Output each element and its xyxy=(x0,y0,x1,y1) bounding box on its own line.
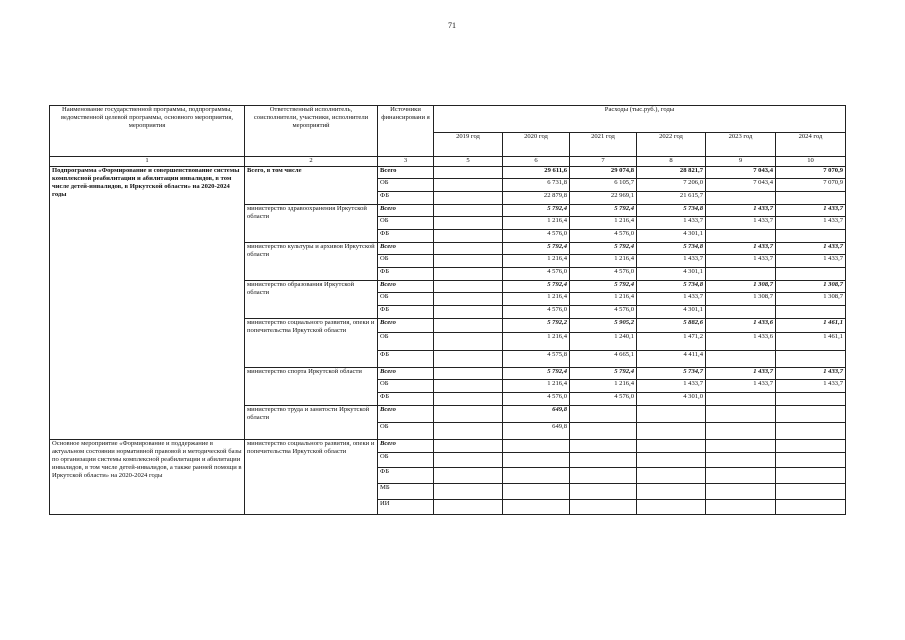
expense-value: 4 576,0 xyxy=(570,306,637,319)
funding-source: Всего xyxy=(378,440,434,453)
expense-value: 4 301,1 xyxy=(637,230,706,243)
expense-value: 4 576,0 xyxy=(570,393,637,406)
expense-value xyxy=(776,468,846,484)
expense-value xyxy=(570,484,637,500)
expense-value xyxy=(434,468,503,484)
expense-value xyxy=(776,500,846,515)
expense-value xyxy=(434,393,503,406)
expense-value xyxy=(503,453,570,468)
funding-source: ФБ xyxy=(378,393,434,406)
expense-value: 1 308,7 xyxy=(776,293,846,306)
column-number: 2 xyxy=(245,157,378,167)
funding-source: ОБ xyxy=(378,453,434,468)
expense-value: 21 615,7 xyxy=(637,192,706,205)
expense-value xyxy=(637,423,706,440)
expense-value xyxy=(434,500,503,515)
expense-value: 5 882,6 xyxy=(637,319,706,333)
program-name: Подпрограмма «Формирование и совершенствование системы комплексной реабилитации и абилитации инвалидов, в том числе детей-инвалидов, в Иркутской области» на 2020-2024 годы xyxy=(50,167,245,440)
funding-source: ФБ xyxy=(378,192,434,205)
funding-source: ФБ xyxy=(378,268,434,281)
funding-source: ФБ xyxy=(378,351,434,368)
expense-value xyxy=(706,500,776,515)
funding-source: Всего xyxy=(378,368,434,380)
funding-source: ОБ xyxy=(378,217,434,230)
funding-source: Всего xyxy=(378,243,434,255)
expense-value: 649,8 xyxy=(503,406,570,423)
expense-value: 6 105,7 xyxy=(570,179,637,192)
expense-value xyxy=(434,306,503,319)
main-event-name: Основное мероприятие «Формирование и поддержание в актуальном состоянии нормативной правовой и методической базы по организации системы комплексной реабилитации и абилитации инвалидов, в том числе детей-инвалидов, а также ранней помощи в Иркутской области» на 2020-2024 годы xyxy=(50,440,245,515)
expense-value: 22 969,1 xyxy=(570,192,637,205)
funding-source: ОБ xyxy=(378,333,434,351)
expense-value xyxy=(503,484,570,500)
funding-source: МБ xyxy=(378,484,434,500)
expense-value: 1 433,6 xyxy=(706,333,776,351)
expense-value: 1 308,7 xyxy=(706,281,776,293)
table-row xyxy=(50,167,846,179)
expense-value xyxy=(637,468,706,484)
funding-source: ФБ xyxy=(378,468,434,484)
expense-value: 5 792,4 xyxy=(503,205,570,217)
expense-value: 1 216,4 xyxy=(570,255,637,268)
responsible-executor: Всего, в том числе xyxy=(245,167,378,205)
expense-value xyxy=(570,440,637,453)
expense-value xyxy=(776,423,846,440)
funding-source: ФБ xyxy=(378,306,434,319)
expense-value: 1 216,4 xyxy=(503,380,570,393)
responsible-executor: министерство труда и занятости Иркутской области xyxy=(245,406,378,440)
expense-value: 5 734,8 xyxy=(637,281,706,293)
funding-source: ОБ xyxy=(378,293,434,306)
expense-value: 7 070,9 xyxy=(776,167,846,179)
expense-value: 4 665,1 xyxy=(570,351,637,368)
expense-value: 1 471,2 xyxy=(637,333,706,351)
expense-value: 6 731,8 xyxy=(503,179,570,192)
expense-value xyxy=(776,484,846,500)
column-number: 3 xyxy=(378,157,434,167)
expense-value: 1 433,7 xyxy=(706,368,776,380)
expense-value xyxy=(637,500,706,515)
expense-value: 1 216,4 xyxy=(503,333,570,351)
expense-value: 7 043,4 xyxy=(706,179,776,192)
expense-value xyxy=(434,167,503,179)
expense-value: 1 216,4 xyxy=(503,255,570,268)
expense-value xyxy=(434,333,503,351)
expense-value: 1 216,4 xyxy=(503,293,570,306)
expense-value: 29 074,8 xyxy=(570,167,637,179)
expense-value xyxy=(434,319,503,333)
expense-value xyxy=(637,484,706,500)
expense-value: 1 308,7 xyxy=(776,281,846,293)
expense-value: 5 734,8 xyxy=(637,243,706,255)
expense-value: 1 216,4 xyxy=(503,217,570,230)
expense-value xyxy=(434,243,503,255)
expense-value xyxy=(776,393,846,406)
expense-value: 4 576,0 xyxy=(503,268,570,281)
expense-value: 5 792,4 xyxy=(503,243,570,255)
expense-value: 1 433,7 xyxy=(776,243,846,255)
expense-value xyxy=(570,423,637,440)
column-numbers-row xyxy=(50,157,846,167)
expense-value: 22 879,8 xyxy=(503,192,570,205)
year-header: 2019 год xyxy=(434,133,503,157)
column-number: 5 xyxy=(434,157,503,167)
expense-value: 5 792,2 xyxy=(503,319,570,333)
funding-source: Всего xyxy=(378,205,434,217)
expense-value: 1 433,7 xyxy=(637,217,706,230)
funding-source: ОБ xyxy=(378,179,434,192)
expense-value xyxy=(570,468,637,484)
funding-source: Всего xyxy=(378,167,434,179)
expense-value xyxy=(434,380,503,393)
year-header: 2023 год xyxy=(706,133,776,157)
expense-value xyxy=(706,484,776,500)
column-number: 1 xyxy=(50,157,245,167)
expense-value: 5 792,4 xyxy=(503,281,570,293)
expense-value xyxy=(776,230,846,243)
expense-value xyxy=(776,268,846,281)
expense-value xyxy=(706,423,776,440)
expense-value: 4 576,0 xyxy=(503,393,570,406)
expense-value: 4 301,0 xyxy=(637,393,706,406)
expense-value xyxy=(434,368,503,380)
header-expenses: Расходы (тыс.руб.), годы xyxy=(434,106,846,133)
expense-value: 4 301,1 xyxy=(637,306,706,319)
expense-value: 4 576,0 xyxy=(570,230,637,243)
expense-value: 1 240,1 xyxy=(570,333,637,351)
column-number: 8 xyxy=(637,157,706,167)
expense-value: 28 821,7 xyxy=(637,167,706,179)
funding-source: Всего xyxy=(378,319,434,333)
expense-value xyxy=(637,406,706,423)
expense-value: 5 792,4 xyxy=(570,205,637,217)
expense-value xyxy=(706,306,776,319)
expense-value xyxy=(503,440,570,453)
funding-source: ИИ xyxy=(378,500,434,515)
expense-value xyxy=(776,406,846,423)
budget-table xyxy=(49,105,846,515)
responsible-executor: министерство здравоохранения Иркутской области xyxy=(245,205,378,243)
expense-value: 1 433,7 xyxy=(706,217,776,230)
expense-value xyxy=(776,306,846,319)
expense-value: 1 461,1 xyxy=(776,333,846,351)
expense-value: 5 792,4 xyxy=(570,281,637,293)
expense-value xyxy=(776,192,846,205)
expense-value xyxy=(706,268,776,281)
expense-value xyxy=(434,268,503,281)
expense-value: 7 070,9 xyxy=(776,179,846,192)
expense-value xyxy=(434,255,503,268)
expense-value xyxy=(434,440,503,453)
expense-value xyxy=(503,468,570,484)
expense-value: 4 576,0 xyxy=(503,230,570,243)
expense-value: 4 576,0 xyxy=(570,268,637,281)
expense-value: 7 206,0 xyxy=(637,179,706,192)
expense-value xyxy=(637,453,706,468)
expense-value xyxy=(570,453,637,468)
expense-value xyxy=(434,423,503,440)
expense-value: 1 433,7 xyxy=(637,293,706,306)
expense-value: 4 301,1 xyxy=(637,268,706,281)
funding-source: ОБ xyxy=(378,423,434,440)
expense-value: 1 461,1 xyxy=(776,319,846,333)
funding-source: ФБ xyxy=(378,230,434,243)
expense-value xyxy=(706,393,776,406)
expense-value: 1 433,7 xyxy=(706,255,776,268)
expense-value: 649,8 xyxy=(503,423,570,440)
expense-value xyxy=(776,453,846,468)
expense-value: 1 433,6 xyxy=(706,319,776,333)
responsible-executor: министерство социального развития, опеки и попечительства Иркутской области xyxy=(245,319,378,368)
expense-value xyxy=(434,230,503,243)
expense-value: 29 611,6 xyxy=(503,167,570,179)
column-number: 10 xyxy=(776,157,846,167)
expense-value xyxy=(434,179,503,192)
expense-value: 4 411,4 xyxy=(637,351,706,368)
expense-value: 1 433,7 xyxy=(776,217,846,230)
year-header: 2020 год xyxy=(503,133,570,157)
expense-value xyxy=(570,406,637,423)
responsible-executor: министерство образования Иркутской области xyxy=(245,281,378,319)
year-header: 2024 год xyxy=(776,133,846,157)
expense-value: 1 433,7 xyxy=(776,368,846,380)
expense-value: 4 576,0 xyxy=(503,306,570,319)
expense-value xyxy=(434,351,503,368)
column-number: 9 xyxy=(706,157,776,167)
expense-value xyxy=(503,500,570,515)
expense-value: 1 216,4 xyxy=(570,380,637,393)
expense-value xyxy=(706,468,776,484)
expense-value: 1 433,7 xyxy=(637,380,706,393)
year-header: 2022 год xyxy=(637,133,706,157)
expense-value xyxy=(776,440,846,453)
header-source: Источники финансировани я xyxy=(378,106,434,157)
expense-value: 1 308,7 xyxy=(706,293,776,306)
expense-value: 1 433,7 xyxy=(776,205,846,217)
expense-value: 1 433,7 xyxy=(637,255,706,268)
expense-value: 5 792,4 xyxy=(503,368,570,380)
expense-value: 5 734,7 xyxy=(637,368,706,380)
expense-value: 4 575,8 xyxy=(503,351,570,368)
expense-value xyxy=(434,293,503,306)
expense-value xyxy=(434,281,503,293)
expense-value xyxy=(434,484,503,500)
responsible-executor: министерство социального развития, опеки и попечительства Иркутской области xyxy=(245,440,378,515)
expense-value: 5 792,4 xyxy=(570,368,637,380)
expense-value: 5 905,2 xyxy=(570,319,637,333)
expense-value xyxy=(434,192,503,205)
page-number: 71 xyxy=(448,21,456,30)
expense-value xyxy=(434,453,503,468)
expense-value: 1 433,7 xyxy=(706,380,776,393)
column-number: 6 xyxy=(503,157,570,167)
expense-value xyxy=(434,205,503,217)
header-responsible: Ответственный исполнитель, соисполнители, участники, исполнители мероприятий xyxy=(245,106,378,157)
expense-value: 1 433,7 xyxy=(706,205,776,217)
expense-value xyxy=(776,351,846,368)
expense-value: 1 433,7 xyxy=(776,255,846,268)
expense-value xyxy=(706,351,776,368)
responsible-executor: министерство культуры и архивов Иркутской области xyxy=(245,243,378,281)
responsible-executor: министерство спорта Иркутской области xyxy=(245,368,378,406)
expense-value: 7 043,4 xyxy=(706,167,776,179)
expense-value xyxy=(570,500,637,515)
table-row xyxy=(50,440,846,453)
expense-value xyxy=(706,453,776,468)
expense-value xyxy=(434,217,503,230)
expense-value xyxy=(706,230,776,243)
expense-value xyxy=(637,440,706,453)
expense-value: 5 792,4 xyxy=(570,243,637,255)
column-number: 7 xyxy=(570,157,637,167)
expense-value: 1 433,7 xyxy=(706,243,776,255)
expense-value xyxy=(434,406,503,423)
expense-value xyxy=(706,406,776,423)
funding-source: ОБ xyxy=(378,380,434,393)
expense-value: 5 734,8 xyxy=(637,205,706,217)
funding-source: ОБ xyxy=(378,255,434,268)
expense-value xyxy=(706,192,776,205)
year-header: 2021 год xyxy=(570,133,637,157)
header-name: Наименование государственной программы, подпрограммы, ведомственной целевой программы, основного мероприятия, мероприятия xyxy=(50,106,245,157)
expense-value: 1 216,4 xyxy=(570,217,637,230)
expense-value: 1 216,4 xyxy=(570,293,637,306)
expense-value xyxy=(706,440,776,453)
funding-source: Всего xyxy=(378,406,434,423)
funding-source: Всего xyxy=(378,281,434,293)
expense-value: 1 433,7 xyxy=(776,380,846,393)
